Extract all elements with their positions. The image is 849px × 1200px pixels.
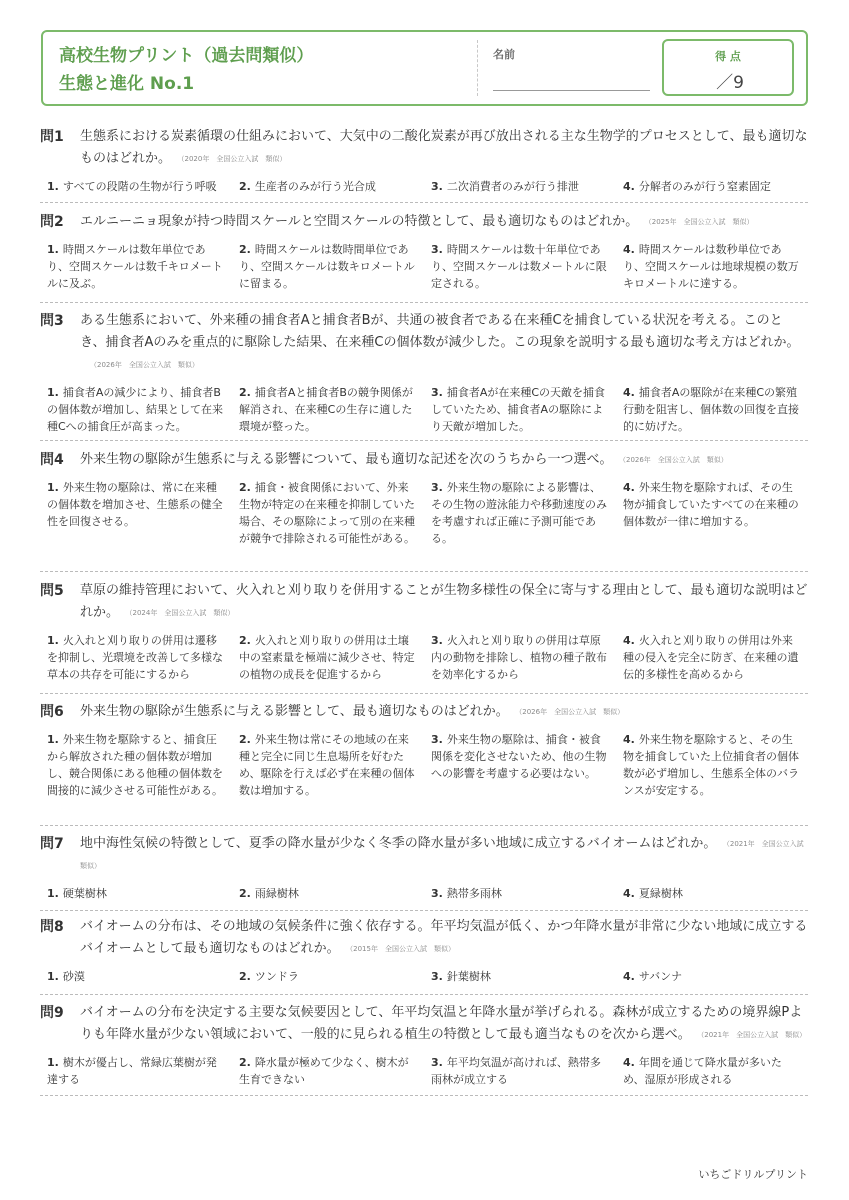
choice-number: 2.: [239, 733, 251, 746]
choice-number: 3.: [431, 733, 443, 746]
choice-2[interactable]: [232, 479, 424, 547]
choice-text: 捕食者Aの駆除が在来種Cの繁殖行動を阻害し、個体数の回復を直接的に妨げた。: [623, 386, 799, 433]
choice-text: 時間スケールは数十年単位であり、空間スケールは数メートルに限定される。: [431, 243, 607, 290]
choice-2[interactable]: [232, 178, 424, 195]
worksheet-title: [59, 42, 313, 98]
choice-text: 外来生物は常にその地域の在来種と完全に同じ生息場所を好むため、駆除を行えば必ず在来種の個体数は増加する。: [239, 733, 415, 797]
question-5: [40, 580, 808, 683]
choice-number: 4.: [623, 1056, 635, 1069]
question-separator: [40, 302, 808, 303]
question-separator: [40, 693, 808, 694]
choice-text: 時間スケールは数時間単位であり、空間スケールは数キロメートルに留まる。: [239, 243, 415, 290]
question-1: [40, 126, 808, 195]
question-number: 問1: [40, 129, 64, 145]
choice-text: 外来生物を駆除すると、捕食圧から解放された種の個体数が増加し、競合関係にある他種の個体数を間接的に減少させる可能性がある。: [47, 733, 223, 797]
choice-1[interactable]: [40, 241, 232, 292]
question-separator: [40, 202, 808, 203]
choice-list: [40, 241, 808, 292]
choice-number: 2.: [239, 634, 251, 647]
choice-number: 2.: [239, 243, 251, 256]
choice-3[interactable]: [424, 968, 616, 985]
choice-number: 4.: [623, 180, 635, 193]
choice-number: 2.: [239, 386, 251, 399]
question-6: [40, 701, 808, 799]
worksheet-header: [41, 30, 808, 106]
question-text: 生態系における炭素循環の仕組みにおいて、大気中の二酸化炭素が再び放出される主な生物学的プロセスとして、最も適切なものはどれか。: [80, 129, 808, 166]
question-2: [40, 211, 808, 292]
question-separator: [40, 440, 808, 441]
choice-number: 1.: [47, 887, 59, 900]
choice-list: [40, 479, 808, 547]
choice-number: 3.: [431, 243, 443, 256]
choice-3[interactable]: [424, 479, 616, 547]
choice-text: 年平均気温が高ければ、熱帯多雨林が成立する: [431, 1056, 601, 1086]
choice-number: 3.: [431, 634, 443, 647]
choice-4[interactable]: [616, 968, 808, 985]
question-source: （2025年 全国公立入試 類似）: [648, 218, 754, 226]
choice-2[interactable]: [232, 384, 424, 435]
choice-3[interactable]: [424, 241, 616, 292]
choice-list: [40, 178, 808, 195]
choice-list: [40, 384, 808, 435]
question-text: 草原の維持管理において、火入れと刈り取りを併用することが生物多様性の保全に寄与する理由として、最も適切な説明はどれか。: [80, 583, 808, 620]
question-source: （2026年 全国公立入試 類似）: [622, 456, 728, 464]
choice-number: 2.: [239, 887, 251, 900]
footer-brand: いちごドリルプリント: [698, 1168, 808, 1181]
question-number: 問3: [40, 313, 64, 329]
question-4: [40, 449, 808, 547]
question-text: 地中海性気候の特徴として、夏季の降水量が少なく冬季の降水量が多い地域に成立するバイオームはどれか。: [80, 836, 717, 851]
choice-text: 外来生物の駆除は、捕食・被食関係を変化させないため、他の生物への影響を考慮する必要はない。: [431, 733, 607, 780]
choice-number: 3.: [431, 180, 443, 193]
title-line-2: 生態と進化 No.1: [59, 74, 195, 94]
choice-number: 4.: [623, 733, 635, 746]
choice-number: 1.: [47, 180, 59, 193]
question-text: バイオームの分布は、その地域の気候条件に強く依存する。年平均気温が低く、かつ年降水量が非常に少ない地域に成立するバイオームとして最も適切なものはどれか。: [80, 919, 808, 956]
choice-text: 火入れと刈り取りの併用は外来種の侵入を完全に防ぎ、在来種の遺伝的多様性を高めるから: [623, 634, 799, 681]
choice-4[interactable]: [616, 1054, 808, 1088]
choice-text: 夏緑樹林: [638, 887, 683, 900]
question-number: 問6: [40, 704, 64, 720]
choice-text: 硬葉樹林: [62, 887, 107, 900]
choice-text: 降水量が極めて少なく、樹木が生育できない: [239, 1056, 409, 1086]
choice-2[interactable]: [232, 1054, 424, 1088]
choice-text: 外来生物の駆除による影響は、その生物の遊泳能力や移動速度のみを考慮すれば正確に予測可能である。: [431, 481, 607, 545]
choice-number: 2.: [239, 481, 251, 494]
choice-text: 熱帯多雨林: [446, 887, 502, 900]
choice-text: すべての段階の生物が行う呼吸: [62, 180, 217, 193]
question-separator: [40, 571, 808, 572]
choice-number: 1.: [47, 481, 59, 494]
choice-text: 分解者のみが行う窒素固定: [638, 180, 771, 193]
choice-number: 3.: [431, 481, 443, 494]
choice-1[interactable]: [40, 731, 232, 799]
question-source: （2026年 全国公立入試 類似）: [518, 708, 625, 716]
choice-number: 4.: [623, 481, 635, 494]
choice-number: 1.: [47, 386, 59, 399]
choice-number: 3.: [431, 1056, 443, 1069]
question-separator: [40, 994, 808, 995]
choice-text: 火入れと刈り取りの併用は草原内の動物を排除し、植物の種子散布を効率化するから: [431, 634, 607, 681]
choice-3[interactable]: [424, 731, 616, 799]
question-number: 問7: [40, 836, 64, 852]
choice-1[interactable]: [40, 968, 232, 985]
choice-text: 外来生物を駆除すれば、その生物が捕食していたすべての在来種の個体数が一律に増加する。: [623, 481, 799, 528]
choice-text: 捕食者Aが在来種Cの天敵を捕食していたため、捕食者Aの駆除により天敵が増加した。: [431, 386, 606, 433]
choice-text: 時間スケールは数秒単位であり、空間スケールは地球規模の数万キロメートルに達する。: [623, 243, 799, 290]
choice-number: 1.: [47, 634, 59, 647]
choice-1[interactable]: [40, 885, 232, 902]
choice-list: [40, 731, 808, 799]
choice-3[interactable]: [424, 1054, 616, 1088]
choice-number: 3.: [431, 887, 443, 900]
choice-1[interactable]: [40, 1054, 232, 1088]
choice-text: ツンドラ: [254, 970, 299, 983]
choice-text: 外来生物の駆除は、常に在来種の個体数を増加させ、生態系の健全性を回復させる。: [47, 481, 223, 528]
question-7: [40, 833, 811, 902]
choice-4[interactable]: [616, 632, 808, 683]
question-source: （2015年 全国公立入試 類似）: [349, 945, 455, 953]
name-field-line: [493, 90, 650, 91]
choice-number: 4.: [623, 634, 635, 647]
score-label: 得 点: [715, 50, 741, 63]
choice-number: 4.: [623, 887, 635, 900]
choice-text: 火入れと刈り取りの併用は遷移を抑制し、光環境を改善して多様な草本の共存を可能にするから: [47, 634, 223, 681]
question-number: 問4: [40, 452, 64, 468]
choice-text: 年間を通じて降水量が多いため、湿原が形成される: [623, 1056, 782, 1086]
choice-3[interactable]: [424, 885, 616, 902]
choice-text: 雨緑樹林: [254, 887, 299, 900]
choice-4[interactable]: [616, 384, 808, 435]
choice-number: 2.: [239, 970, 251, 983]
choice-text: 時間スケールは数年単位であり、空間スケールは数千キロメートルに及ぶ。: [47, 243, 223, 290]
question-text: ある生態系において、外来種の捕食者Aと捕食者Bが、共通の被食者である在来種Cを捕食している状況を考える。このとき、捕食者Aのみを重点的に駆除した結果、在来種Cの個体数が減少した。この現象を説明する最も適切な考え方はどれか。: [80, 313, 800, 350]
question-8: [40, 916, 808, 985]
question-source: （2021年 全国公立入試 類似）: [700, 1031, 807, 1039]
choice-2[interactable]: [232, 885, 424, 902]
choice-number: 4.: [623, 386, 635, 399]
score-box: [662, 39, 794, 96]
question-separator: [40, 1095, 808, 1096]
choice-text: 捕食・被食関係において、外来生物が特定の在来種を抑制していた場合、その駆除によって別の在来種が競争で排除される可能性がある。: [239, 481, 415, 545]
choice-text: 外来生物を駆除すると、その生物を捕食していた上位捕食者の個体数が必ず増加し、生態系全体のバランスが安定する。: [623, 733, 799, 797]
choice-text: 二次消費者のみが行う排泄: [446, 180, 579, 193]
name-label: 名前: [493, 48, 515, 61]
choice-text: 砂漠: [62, 970, 85, 983]
choice-text: 樹木が優占し、常緑広葉樹が発達する: [47, 1056, 217, 1086]
choice-text: 針葉樹林: [446, 970, 491, 983]
choice-number: 2.: [239, 180, 251, 193]
choice-list: [40, 1054, 808, 1088]
choice-4[interactable]: [616, 479, 808, 547]
choice-number: 4.: [623, 970, 635, 983]
choice-number: 1.: [47, 733, 59, 746]
choice-number: 1.: [47, 970, 59, 983]
title-line-1: 高校生物プリント（過去問類似）: [59, 46, 314, 66]
question-source: （2020年 全国公立入試 類似）: [181, 155, 287, 163]
choice-number: 3.: [431, 970, 443, 983]
question-separator: [40, 910, 808, 911]
choice-number: 4.: [623, 243, 635, 256]
choice-1[interactable]: [40, 632, 232, 683]
choice-text: 火入れと刈り取りの併用は土壌中の窒素量を極端に減少させ、特定の植物の成長を促進するから: [239, 634, 415, 681]
choice-number: 3.: [431, 386, 443, 399]
question-3: [40, 310, 808, 435]
choice-2[interactable]: [232, 632, 424, 683]
choice-1[interactable]: [40, 178, 232, 195]
question-number: 問9: [40, 1005, 64, 1021]
choice-list: [40, 968, 808, 985]
question-text: 外来生物の駆除が生態系に与える影響として、最も適切なものはどれか。: [80, 704, 509, 719]
question-9: [40, 1002, 808, 1088]
choice-text: 捕食者Aと捕食者Bの競争関係が解消され、在来種Cの生存に適した環境が整った。: [239, 386, 413, 433]
choice-number: 2.: [239, 1056, 251, 1069]
choice-number: 1.: [47, 243, 59, 256]
choice-3[interactable]: [424, 178, 616, 195]
choice-3[interactable]: [424, 384, 616, 435]
choice-4[interactable]: [616, 241, 808, 292]
choice-3[interactable]: [424, 632, 616, 683]
question-source: （2026年 全国公立入試 類似）: [90, 361, 199, 369]
choice-2[interactable]: [232, 241, 424, 292]
question-text: 外来生物の駆除が生態系に与える影響について、最も適切な記述を次のうちから一つ選べ。: [80, 452, 613, 467]
choice-text: 生産者のみが行う光合成: [254, 180, 376, 193]
choice-1[interactable]: [40, 384, 232, 435]
choice-4[interactable]: [616, 178, 808, 195]
choice-4[interactable]: [616, 885, 808, 902]
choice-2[interactable]: [232, 968, 424, 985]
choice-2[interactable]: [232, 731, 424, 799]
question-source: （2024年 全国公立入試 類似）: [129, 609, 235, 617]
question-number: 問8: [40, 919, 64, 935]
header-divider: [477, 40, 478, 96]
choice-4[interactable]: [616, 731, 808, 799]
choice-list: [40, 632, 808, 683]
choice-text: 捕食者Aの減少により、捕食者Bの個体数が増加し、結果として在来種Cへの捕食圧が高まった。: [47, 386, 223, 433]
choice-list: [40, 885, 808, 902]
question-text: バイオームの分布を決定する主要な気候要因として、年平均気温と年降水量が挙げられる。森林が成立するための境界線Pよりも年降水量が少ない領域において、一般的に見られる植生の特徴として最も適当なものを次から選べ。: [80, 1005, 803, 1042]
choice-number: 1.: [47, 1056, 59, 1069]
choice-1[interactable]: [40, 479, 232, 547]
question-text: エルニーニョ現象が持つ時間スケールと空間スケールの特徴として、最も適切なものはどれか。: [80, 214, 639, 229]
question-number: 問2: [40, 214, 64, 230]
score-value: ／9: [716, 73, 744, 93]
question-source: （2021年 全国公立入試 類似）: [80, 840, 811, 870]
choice-text: サバンナ: [638, 970, 683, 983]
question-number: 問5: [40, 583, 64, 599]
question-separator: [40, 825, 808, 826]
